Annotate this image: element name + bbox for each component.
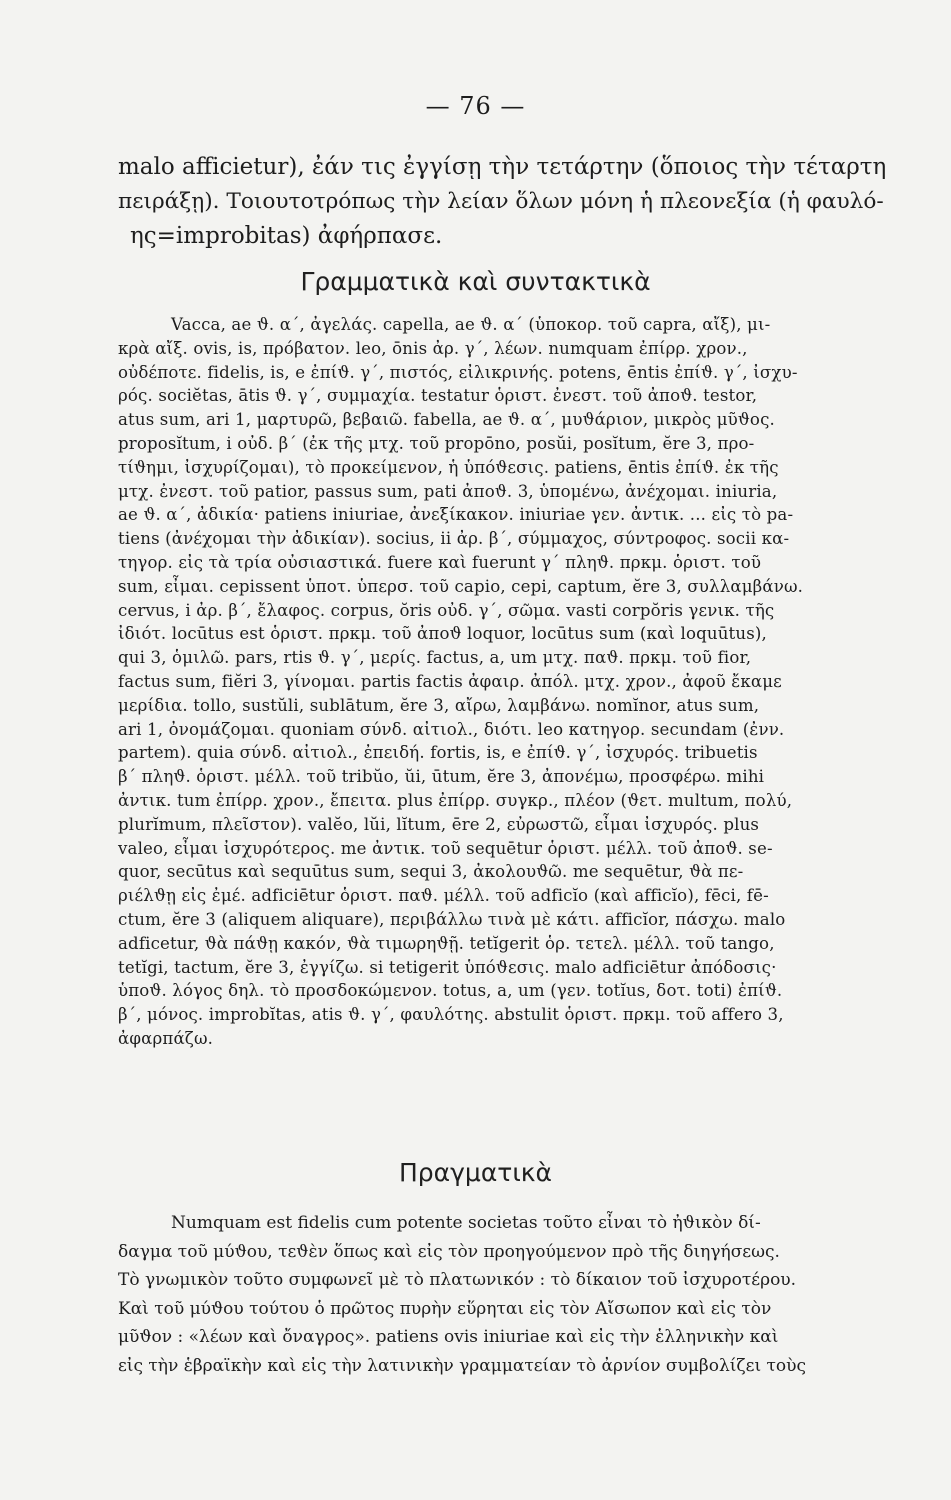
intro-line: ης=improbitas) ἀφήρπασε. (130, 223, 443, 249)
vocab-line: plurĭmum, πλεῖστον). valĕo, lŭi, lĭtum, ēre 2, εὐρωστῶ, εἶμαι ἰσχυρός. plus (118, 814, 760, 834)
vocab-line: tiens (ἀνέχομαι τὴν ἀδικίαν). socius, ii ἀρ. β΄, σύμμαχος, σύντροφος. socii κα- (118, 529, 790, 549)
vocab-line: qui 3, ὁμιλῶ. pars, rtis ϑ. γ΄, μερίς. factus, a, um μτχ. παϑ. πρκμ. τοῦ fior, (118, 648, 752, 668)
vocab-line: ae ϑ. α΄, ἀδικία· patiens iniuriae, ἀνεξίκακον. iniuriae γεν. ἀντικ. ... εἰς τὸ pa- (118, 505, 794, 525)
vocab-line: valeo, εἶμαι ἰσχυρότερος. me ἀντικ. τοῦ sequētur ὁριστ. μέλλ. τοῦ ἀποϑ. se- (118, 838, 773, 858)
vocab-line: ρός. sociĕtas, ātis ϑ. γ΄, συμμαχία. testatur ὁριστ. ἐνεστ. τοῦ ἀποϑ. testor, (118, 386, 758, 406)
vocab-line: Vacca, ae ϑ. α΄, ἀγελάς. capella, ae ϑ. α΄ (ὑποκορ. τοῦ capra, αἴξ), μι- (171, 315, 771, 334)
vocab-line: ἰδιότ. locūtus est ὁριστ. πρκμ. τοῦ ἀποϑ loquor, locūtus sum (καὶ loquūtus), (118, 624, 767, 644)
vocab-line: κρὰ αἴξ. ovis, is, πρόβατον. leo, ōnis ἀρ. γ΄, λέων. numquam ἐπίρρ. χρον., (118, 338, 748, 358)
section-heading-pragmatika: Πραγματικὰ (398, 1158, 553, 1187)
prag-line: μῦϑον : «λέων καὶ ὄναγρος». patiens ovis iniuriae καὶ εἰς τὴν ἑλληνικὴν καὶ (118, 1327, 779, 1348)
vocab-line: β΄ πληϑ. ὁριστ. μέλλ. τοῦ tribŭo, ŭi, ūtum, ĕre 3, ἀπονέμω, προσφέρω. mihi (118, 767, 765, 787)
vocab-line: μερίδια. tollo, sustŭli, sublātum, ĕre 3, αἴρω, λαμβάνω. nomĭnor, atus sum, (118, 695, 760, 715)
section-heading-grammar: Γραμματικὰ καὶ συντακτικὰ (300, 267, 651, 296)
vocabulary-paragraph (118, 313, 888, 1051)
vocab-line: tetĭgi, tactum, ĕre 3, ἐγγίζω. si tetigerit ὑπόϑεσις. malo adficiētur ἀπόδοσις· (118, 957, 777, 977)
intro-paragraph (118, 150, 888, 254)
intro-line: malo afficietur), ἐάν τις ἐγγίσῃ τὴν τετάρτην (ὅποιος τὴν τέταρτη (118, 154, 887, 180)
prag-line: δαγμα τοῦ μύϑου, τεϑὲν ὅπως καὶ εἰς τὸν προηγούμενον πρὸ τῆς διηγήσεως. (118, 1241, 780, 1262)
vocab-line: atus sum, ari 1, μαρτυρῶ, βεβαιῶ. fabella, ae ϑ. α΄, μυϑάριον, μικρὸς μῦϑος. (118, 410, 775, 430)
vocab-line: οὐδέποτε. fidelis, is, e ἐπίϑ. γ΄, πιστός, εἰλικρινής. potens, ēntis ἐπίϑ. γ΄, ἰσχυ- (118, 362, 798, 382)
vocab-line: τίϑημι, ἰσχυρίζομαι), τὸ προκείμενον, ἡ ὑπόϑεσις. patiens, ēntis ἐπίϑ. ἐκ τῆς (118, 457, 779, 477)
vocab-line: partem). quia σύνδ. αἰτιολ., ἐπειδή. fortis, is, e ἐπίϑ. γ΄, ἰσχυρός. tribuetis (118, 743, 758, 763)
pragmatika-paragraph (118, 1209, 888, 1381)
vocab-line: proposĭtum, i οὐδ. β΄ (ἐκ τῆς μτχ. τοῦ propōno, posŭi, posĭtum, ĕre 3, προ- (118, 433, 755, 453)
vocab-line: τηγορ. εἰς τὰ τρία οὐσιαστικά. fuere καὶ fuerunt γ΄ πληϑ. πρκμ. ὁριστ. τοῦ (118, 552, 762, 572)
vocab-line: ἀντικ. tum ἐπίρρ. χρον., ἔπειτα. plus ἐπίρρ. συγκρ., πλέον (ϑετ. multum, πολύ, (118, 790, 793, 810)
vocab-line: ctum, ĕre 3 (aliquem aliquare), περιβάλλω τινὰ μὲ κάτι. afficĭor, πάσχω. malo (118, 909, 786, 929)
prag-line: Numquam est fidelis cum potente societas τοῦτο εἶναι τὸ ἠϑικὸν δί- (171, 1213, 761, 1233)
prag-line: Καὶ τοῦ μύϑου τούτου ὁ πρῶτος πυρὴν εὕρηται εἰς τὸν Αἴσωπον καὶ εἰς τὸν (118, 1298, 772, 1319)
vocab-line: adficetur, ϑὰ πάϑῃ κακόν, ϑὰ τιμωρηϑῇ. tetĭgerit ὁρ. τετελ. μέλλ. τοῦ tango, (118, 933, 775, 953)
vocab-line: ari 1, ὀνομάζομαι. quoniam σύνδ. αἰτιολ., διότι. leo κατηγορ. secundam (ἐνν. (118, 719, 785, 739)
prag-line: εἰς τὴν ἑβραϊκὴν καὶ εἰς τὴν λατινικὴν γραμματείαν τὸ ἀρνίον συμβολίζει τοὺς (118, 1355, 807, 1376)
vocab-line: factus sum, fiĕri 3, γίνομαι. partis factis ἀφαιρ. ἀπόλ. μτχ. χρον., ἀφοῦ ἔκαμε (118, 671, 782, 691)
page-number: — 76 — (425, 92, 526, 120)
vocab-line: μτχ. ἐνεστ. τοῦ patior, passus sum, pati ἀποϑ. 3, ὑπομένω, ἀνέχομαι. iniuria, (118, 481, 778, 501)
vocab-line: quor, secūtus καὶ sequūtus sum, sequi 3, ἀκολουϑῶ. me sequētur, ϑὰ πε- (118, 862, 744, 882)
intro-line: πειράξῃ). Τοιουτοτρόπως τὴν λείαν ὅλων μόνη ἡ πλεονεξία (ἡ φαυλό- (118, 188, 884, 214)
vocab-line: cervus, i ἀρ. β΄, ἔλαφος. corpus, ŏris οὐδ. γ΄, σῶμα. vasti corpŏris γενικ. τῆς (118, 600, 775, 620)
vocab-line: ἀφαρπάζω. (118, 1028, 214, 1048)
vocab-line: ὑποϑ. λόγος δηλ. τὸ προσδοκώμενον. totus, a, um (γεν. totĭus, δοτ. toti) ἐπίϑ. (118, 981, 783, 1001)
prag-line: Τὸ γνωμικὸν τοῦτο συμφωνεῖ μὲ τὸ πλατωνικόν : τὸ δίκαιον τοῦ ἰσχυροτέρου. (118, 1270, 797, 1291)
vocab-line: sum, εἶμαι. cepissent ὑποτ. ὑπερσ. τοῦ capio, cepi, captum, ĕre 3, συλλαμβάνω. (118, 576, 804, 596)
vocab-line: ριέλϑῃ εἰς ἐμέ. adficiētur ὁριστ. παϑ. μέλλ. τοῦ adficĭo (καὶ afficĭo), fēci, fē- (118, 886, 769, 906)
vocab-line: β΄, μόνος. improbĭtas, atis ϑ. γ΄, φαυλότης. abstulit ὁριστ. πρκμ. τοῦ affero 3, (118, 1005, 784, 1025)
